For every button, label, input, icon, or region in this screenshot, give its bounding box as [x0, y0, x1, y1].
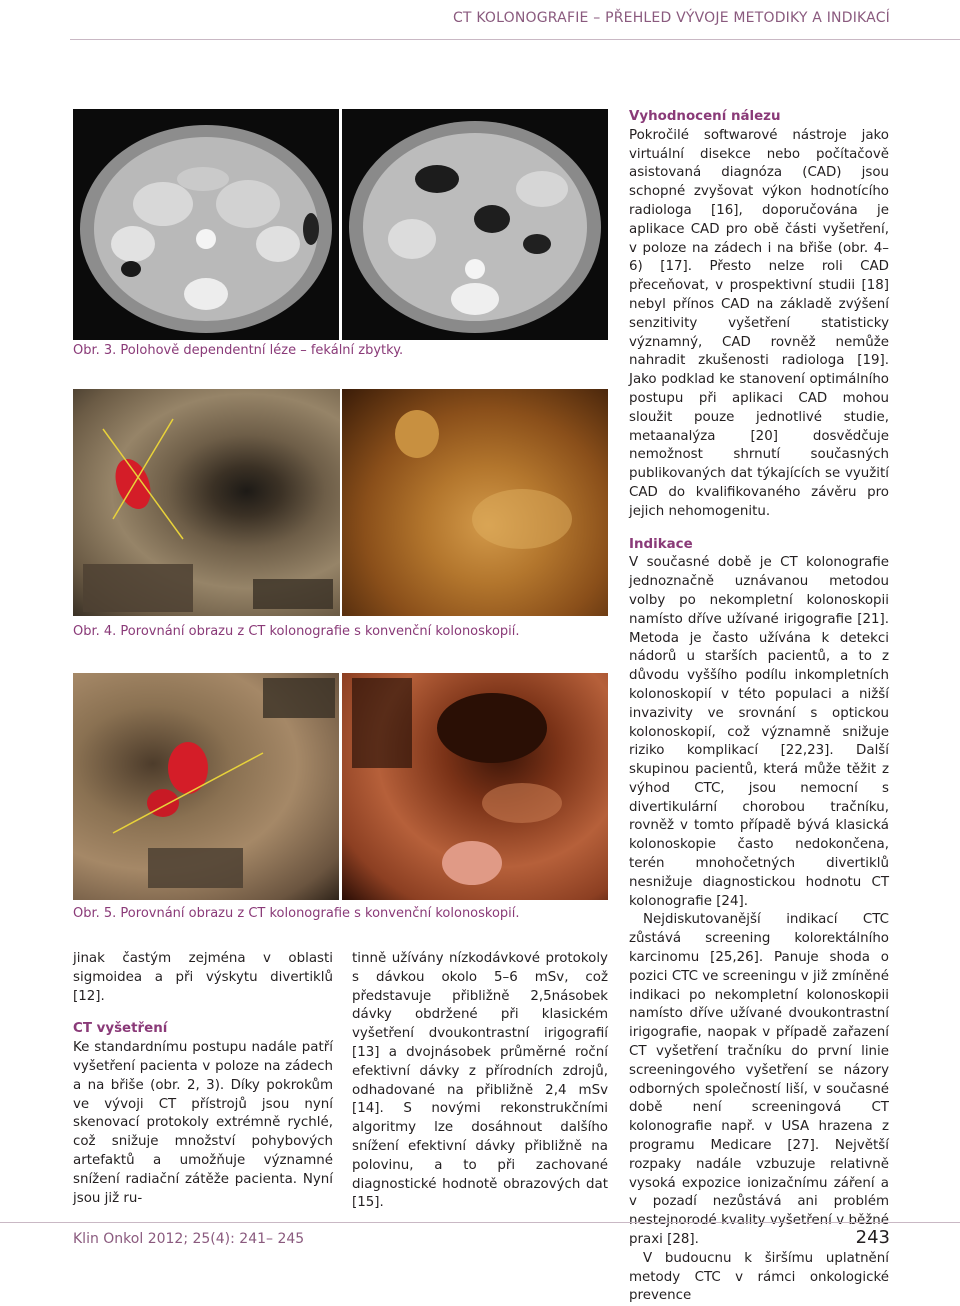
endoscopy-image-fig5: [342, 673, 608, 900]
figure-4-caption: Obr. 4. Porovnání obrazu z CT kolonografie s konvenční kolonoskopií.: [73, 624, 520, 639]
footer-rule: [0, 1222, 960, 1223]
section-heading-indications: Indikace: [629, 536, 693, 552]
running-header: [70, 0, 960, 40]
journal-citation: Klin Onkol 2012; 25(4): 241– 245: [73, 1231, 305, 1247]
paragraph: V budoucnu k širšímu uplatnění metody CTC v rámci onkologické prevence: [629, 1250, 889, 1304]
paragraph: tinně užívány nízkodávkové protokoly s dávkou okolo 5–6 mSv, což představuje přibližně 2,5násobek dávky obdržené při klasickém vyšetření dvoukontrastní irigografií [13] a dvojnásobek průměrné roční efektivní dávky z přírodních zdrojů, odhadované na přibližně 2,4 mSv [14]. S novými rekonstrukčními algoritmy lze dosáhnout dalšího snížení efektivní dávky přibližně na polovinu, a to při zachované diagnostické hodnotě obrazových dat [15].: [352, 951, 608, 1211]
paragraph: jinak častým zejména v oblasti sigmoidea a při výskytu divertiklů [12].: [73, 951, 333, 1004]
ct-scan-prone-image: [342, 109, 608, 340]
left-text-column: [73, 950, 333, 1208]
ct-scan-supine-image: [73, 109, 339, 340]
right-text-column: [629, 108, 889, 1306]
figure-5-caption: Obr. 5. Porovnání obrazu z CT kolonografie s konvenční kolonoskopií.: [73, 906, 520, 921]
header-title: CT KOLONOGRAFIE – PŘEHLED VÝVOJE METODIKY A INDIKACÍ: [452, 10, 890, 26]
figure-3-caption: Obr. 3. Polohově dependentní léze – fekální zbytky.: [73, 343, 404, 358]
virtual-colonoscopy-image-fig5: [73, 673, 339, 900]
paragraph: V současné době je CT kolonografie jednoznačně uznávanou metodou volby po nekompletní kolonoskopii namísto dříve užívané irigografie [21]. Metoda je často užívána k detekci nádorů u starších pacientů, a to z důvodu vyššího podílu inkompletních kolonoskopií v této populaci a nižší invazivity ve srovnání s optickou kolonoskopií, což významně snižuje riziko komplikací [22,23]. Další skupinou pacientů, která může těžit z výhod CTC, jsou nemocní s divertikulární chorobou tračníku, rovněž v tomto případě bývá klasická kolonoskopie často nedokončena, terén mnohočetných divertiklů nesnižuje diagnostickou hodnotu CT kolonografie [24].: [629, 555, 889, 909]
endoscopy-image-fig4: [342, 389, 608, 616]
section-heading-evaluation: Vyhodnocení nálezu: [629, 109, 781, 124]
virtual-colonoscopy-image-fig4: [73, 389, 340, 616]
page-number: 243: [855, 1227, 890, 1248]
paragraph: Nejdiskutovanější indikací CTC zůstává screening kolorektálního karcinomu [25,26]. Panuje shoda o pozici CTC ve screeningu v již zmíněné indikaci po nekompletní kolonoskopii namísto dříve užívané dvoukontrastní irigografie, naopak v případě zařazení CT vyšetření tračníku do první linie screeningového vyšetření se názory odborných společností liší, v současné době není screeningová CT kolonografie např. v USA hrazena z programu Medicare [27]. Největší rozpaky nadále vzbuzuje relativně vysoká expozice ionizačnímu záření a v pozadí nezůstává ani problém nestejnorodé kvality vyšetření v běžné praxi [28].: [629, 912, 889, 1248]
section-heading-ct: CT vyšetření: [73, 1021, 168, 1037]
page-footer: [0, 1222, 960, 1257]
paragraph: Pokročilé softwarové nástroje jako virtuální disekce nebo počítačově asistovaná diagnóza (CAD) jsou schopné zvyšovat výkon hodnotícího radiologa [16], doporučována je aplikace CAD pro obě části vyšetření, v poloze na zádech i na břiše (obr. 4–6) [17]. Přesto nelze roli CAD přeceňovat, v prospektivní studii [18] nebyl přínos CAD na základě zvýšení senzitivity vyšetření statisticky významný, CAD rovněž nemůže nahradit zkušenosti radiologa [19]. Jako podklad ke stanovení optimálního postupu při aplikaci CAD mohou sloužit pouze jednotlivé studie, metaanalýza [20] dosvědčuje nemožnost shrnutí současných publikovaných dat týkajících se využití CAD do kvalifikovaného závěru pro jejich nehomogenitu.: [629, 127, 889, 519]
middle-text-column: [352, 950, 608, 1213]
paragraph: Ke standardnímu postupu nadále patří vyšetření pacienta v poloze na zádech a na břiše (obr. 2, 3). Díky pokrokům ve vývoji CT přístrojů jsou nyní skenovací protokoly extrémně rychlé, což snižuje množství pohybových artefaktů a umožňuje významné snížení radiační zátěže pacienta. Nyní jsou již ru-: [73, 1040, 333, 1206]
